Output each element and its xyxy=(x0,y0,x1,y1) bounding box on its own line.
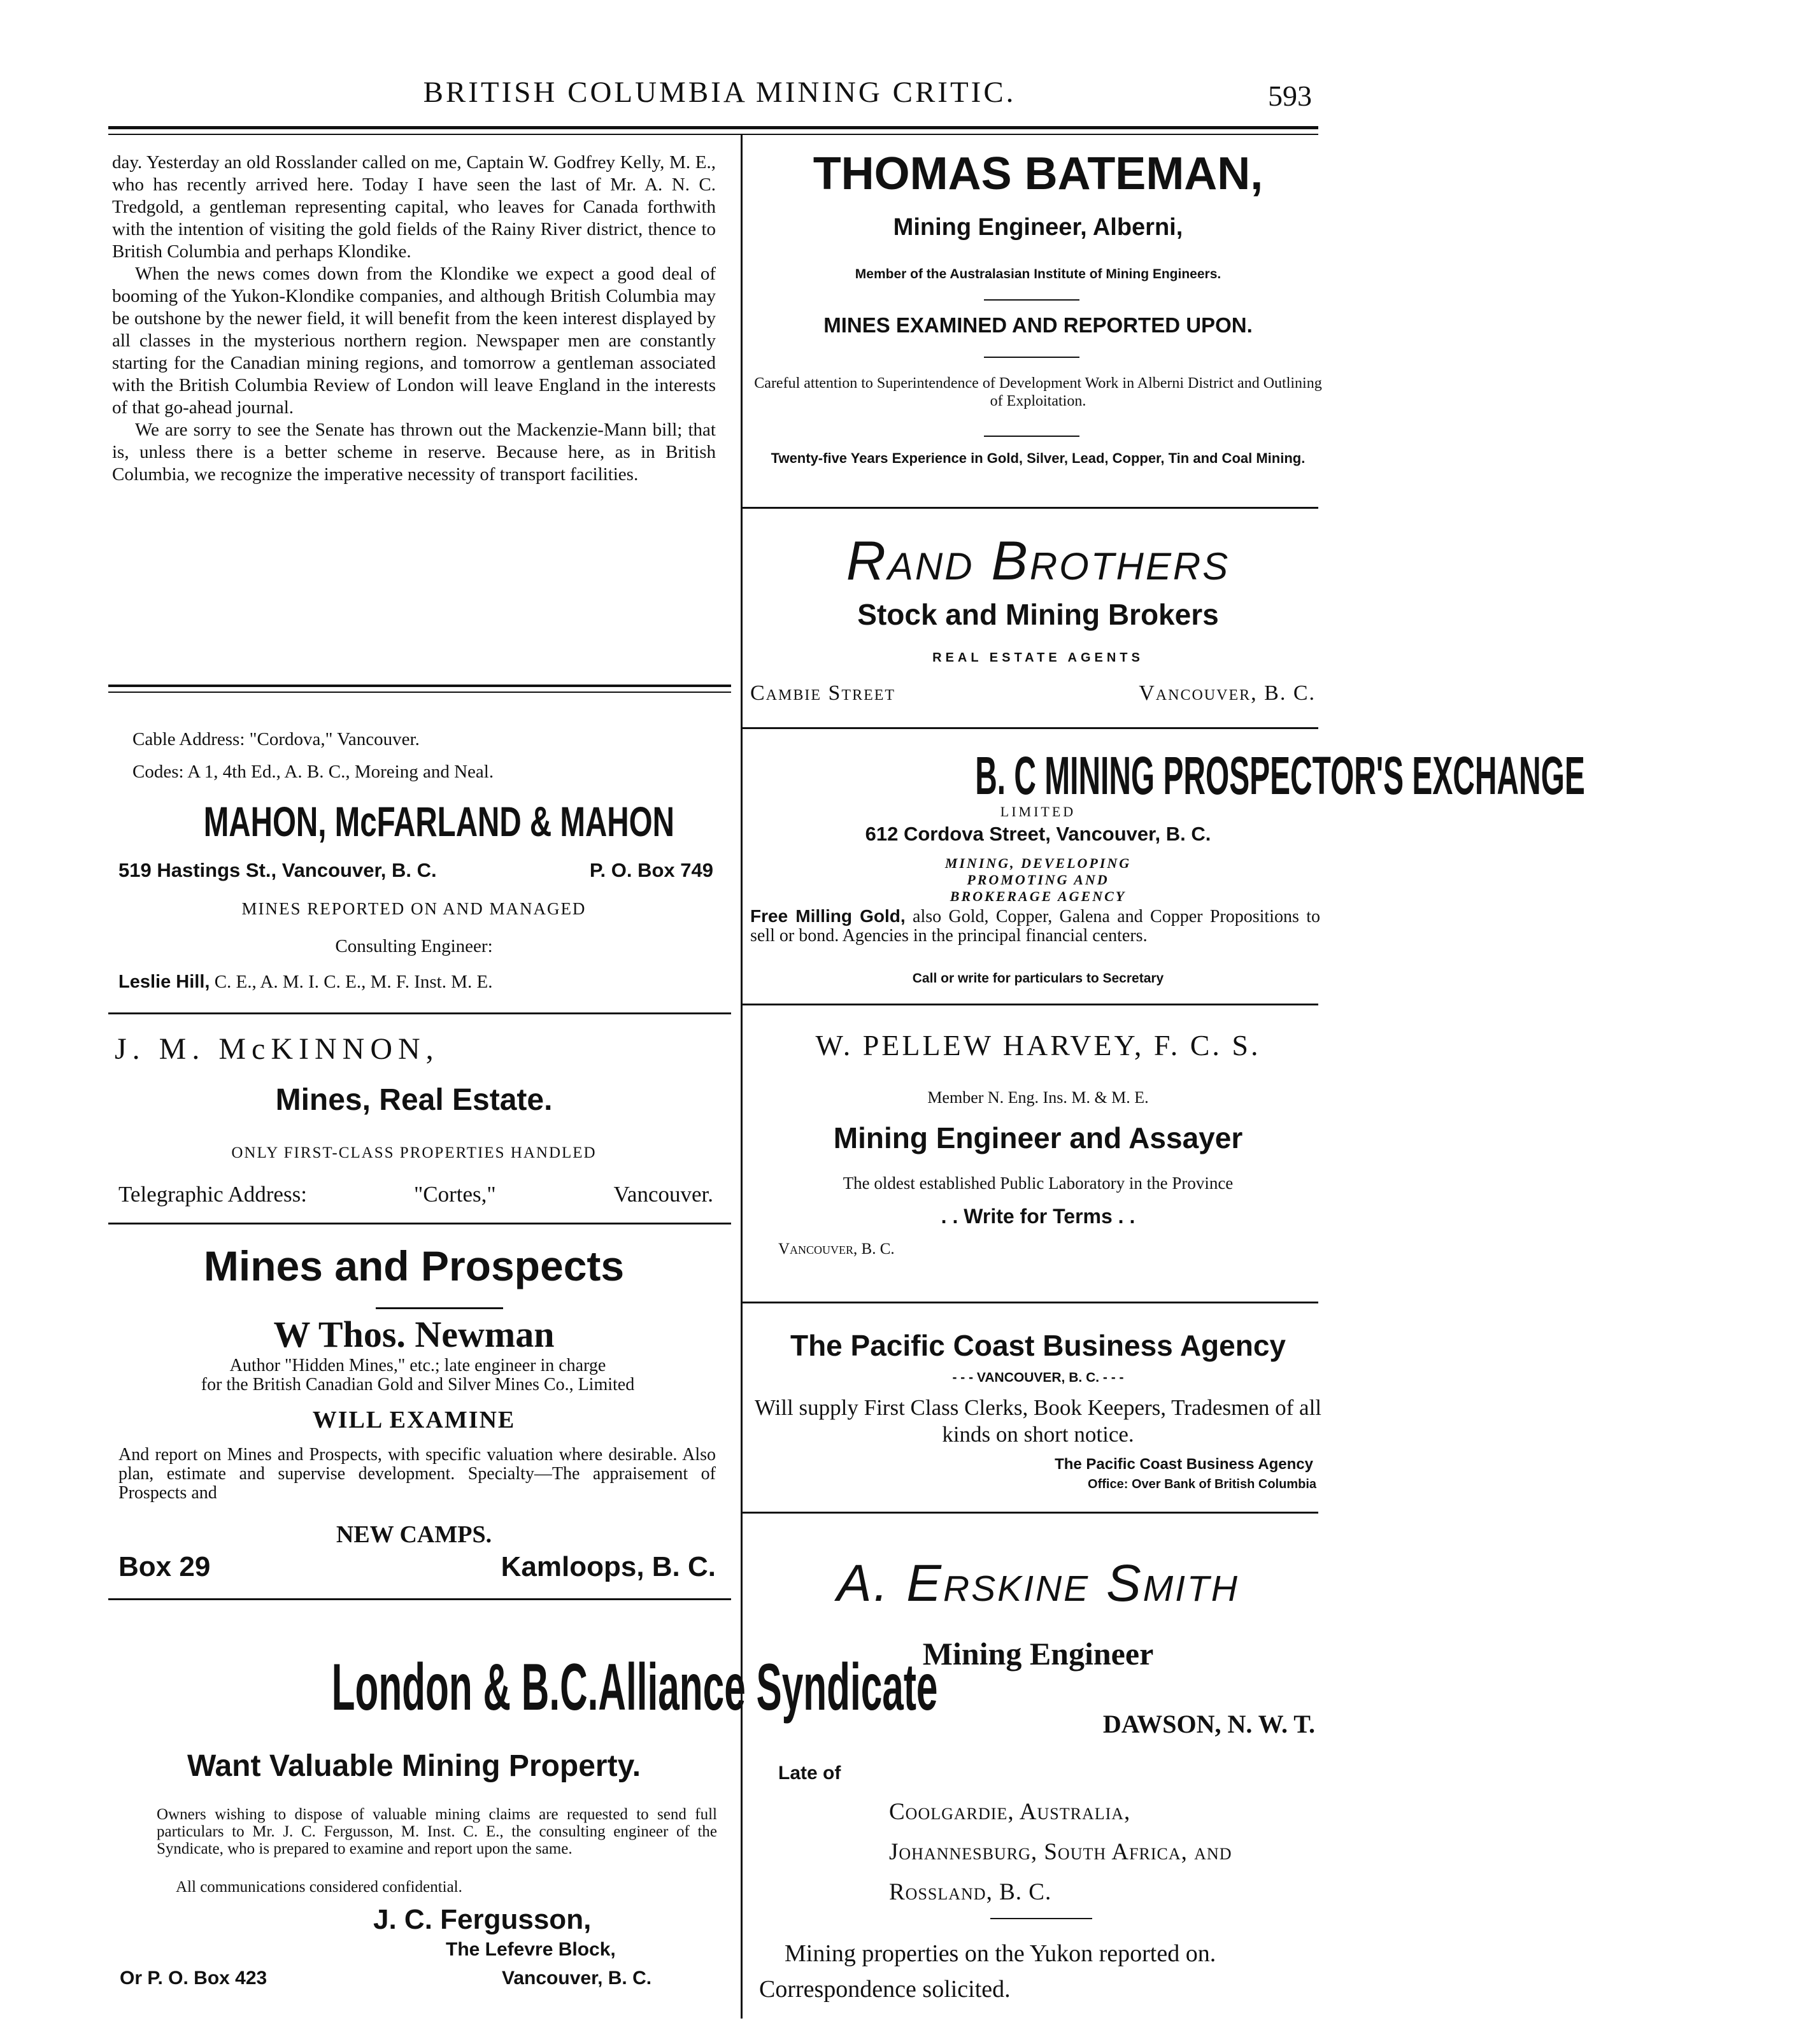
london-title xyxy=(112,1649,938,1726)
smith-place: Johannesburg, South Africa, and xyxy=(889,1839,1232,1865)
exchange-free xyxy=(750,907,1320,946)
london-body: Owners wishing to dispose of valuable mining claims are requested to send full particulars to Mr. J. C. Fergusson, M. Inst. C. E., the consulting engineer of the Syndicate, who is prepared to examine and report upon the same. xyxy=(157,1806,717,1857)
mahon-engineer-name: Leslie Hill, xyxy=(118,972,210,992)
london-city: Vancouver, B. C. xyxy=(502,1968,652,1989)
mahon-firm-name xyxy=(112,797,716,848)
pacific-city: - - - VANCOUVER, B. C. - - - xyxy=(952,1370,1124,1385)
bateman-end-rule xyxy=(743,507,1318,509)
mahon-po-box: P. O. Box 749 xyxy=(589,859,713,881)
london-signature: J. C. Fergusson, xyxy=(373,1904,592,1935)
exchange-end-rule xyxy=(743,1004,1318,1005)
exchange-free-rest: also Gold, Copper, Galena and Copper Propositions to sell or bond. Agencies in the principal financial centers. xyxy=(750,907,1321,946)
pacific-footer-name: The Pacific Coast Business Agency xyxy=(1055,1456,1313,1473)
newman-heading: Mines and Prospects xyxy=(203,1242,625,1289)
newman-city: Kamloops, B. C. xyxy=(501,1551,716,1582)
bateman-experience: Twenty-five Years Experience in Gold, Silver, Lead, Copper, Tin and Coal Mining. xyxy=(771,450,1306,466)
column-divider xyxy=(741,135,743,2019)
bateman-title: Mining Engineer, Alberni, xyxy=(893,214,1183,241)
smith-yukon: Mining properties on the Yukon reported on. xyxy=(785,1940,1216,1967)
bateman-rule-3 xyxy=(984,436,1079,437)
exchange-roles xyxy=(751,855,1325,905)
harvey-name: W. PELLEW HARVEY, F. C. S. xyxy=(815,1029,1261,1061)
exchange-limited: LIMITED xyxy=(1000,804,1076,820)
newman-body: And report on Mines and Prospects, with specific valuation where desirable. Also plan, estimate and supervise development. Specialty—The appraisement of Prospects and xyxy=(118,1445,716,1503)
smith-place: Rossland, B. C. xyxy=(889,1879,1052,1905)
newman-author-line: Author "Hidden Mines," etc.; late engineer in charge xyxy=(229,1356,606,1375)
bateman-member: Member of the Australasian Institute of Mining Engineers. xyxy=(855,267,1221,281)
rand-business: Stock and Mining Brokers xyxy=(857,598,1219,631)
rand-city: Vancouver, B. C. xyxy=(1139,681,1316,705)
exchange-role: MINING, DEVELOPING xyxy=(944,855,1132,871)
running-title: BRITISH COLUMBIA MINING CRITIC. xyxy=(423,76,1016,109)
article-end-rule-1 xyxy=(108,685,731,687)
exchange-address: 612 Cordova Street, Vancouver, B. C. xyxy=(865,823,1211,845)
bateman-rule-1 xyxy=(984,299,1079,301)
smith-place: Coolgardie, Australia, xyxy=(889,1799,1131,1825)
london-confidential: All communications considered confidential. xyxy=(176,1878,462,1896)
pacific-name: The Pacific Coast Business Agency xyxy=(790,1329,1286,1362)
newman-heading-rule xyxy=(376,1307,503,1309)
mahon-role: Consulting Engineer: xyxy=(335,936,493,956)
article-end-rule-2 xyxy=(108,692,731,693)
page-number: 593 xyxy=(1268,80,1312,112)
harvey-write: . . Write for Terms . . xyxy=(941,1205,1135,1228)
mckinnon-telegraphic-label: Telegraphic Address: xyxy=(118,1182,307,1207)
bateman-examined: MINES EXAMINED AND REPORTED UPON. xyxy=(823,313,1253,337)
mahon-service: MINES REPORTED ON AND MANAGED xyxy=(241,899,587,918)
newman-new-camps: NEW CAMPS. xyxy=(336,1521,492,1548)
bateman-rule-2 xyxy=(984,357,1079,358)
smith-title: Mining Engineer xyxy=(922,1636,1154,1671)
london-po-box: Or P. O. Box 423 xyxy=(120,1968,267,1989)
rand-real-estate: REAL ESTATE AGENTS xyxy=(932,651,1144,665)
newman-author-line: for the British Canadian Gold and Silver Mines Co., Limited xyxy=(201,1375,635,1395)
smith-name: A. Erskine Smith xyxy=(837,1554,1239,1612)
mckinnon-name: J. M. McKINNON, xyxy=(115,1032,439,1066)
article-paragraph: When the news comes down from the Klondike we expect a good deal of booming of the Yukon-Klondike companies, and although British Columbia may be outshone by the newer field, it will benefit from the keen interest displayed by all classes in the mysterious northern region. Newspaper men are constantly starting for the Canadian mining regions, and tomorrow a gentleman associated with the British Columbia Review of London will leave England in the interests of that go-ahead journal. xyxy=(112,264,716,418)
bateman-name: THOMAS BATEMAN, xyxy=(813,148,1263,199)
smith-late-of: Late of xyxy=(778,1763,841,1784)
mahon-engineer xyxy=(118,972,717,993)
exchange-role: BROKERAGE AGENCY xyxy=(950,888,1127,904)
mckinnon-line: Mines, Real Estate. xyxy=(275,1083,553,1117)
header-rule-top xyxy=(108,126,1318,129)
rand-street: Cambie Street xyxy=(750,681,896,705)
header-rule-bottom xyxy=(108,134,1318,135)
article-paragraph: We are sorry to see the Senate has thrown out the Mackenzie-Mann bill; that is, unless there is a better scheme in reserve. Because here, as in British Columbia, we recognize the imperative necessity of transport facilities. xyxy=(112,420,716,485)
mckinnon-note: ONLY FIRST-CLASS PROPERTIES HANDLED xyxy=(231,1144,597,1161)
mahon-end-rule xyxy=(108,1012,731,1014)
newman-end-rule xyxy=(108,1598,731,1600)
mckinnon-telegraphic-city: Vancouver. xyxy=(613,1182,713,1207)
london-want: Want Valuable Mining Property. xyxy=(187,1749,641,1783)
article-paragraph: day. Yesterday an old Rosslander called on me, Captain W. Godfrey Kelly, M. E., who has recently arrived here. Today I have seen the last of Mr. A. N. C. Tredgold, a gentleman representing capital, who leaves for Canada forthwith with the intention of visiting the gold fields of the Rainy River district, thence to British Columbia and perhaps Klondike. xyxy=(112,152,716,262)
pacific-office: Office: Over Bank of British Columbia xyxy=(1088,1477,1316,1491)
smith-divider-rule xyxy=(990,1918,1092,1919)
london-block: The Lefevre Block, xyxy=(446,1939,616,1960)
smith-places xyxy=(889,1792,1322,1912)
exchange-role: PROMOTING AND xyxy=(967,872,1109,888)
bateman-careful: Careful attention to Superintendence of Development Work in Alberni District and Outlining of Exploitation. xyxy=(754,375,1322,409)
article-text xyxy=(112,152,716,486)
london-title-text: London & B.C.Alliance Syndicate xyxy=(331,1650,938,1724)
harvey-city: Vancouver, B. C. xyxy=(778,1240,895,1258)
mahon-firm-name-text: MAHON, McFARLAND & MAHON xyxy=(203,798,674,845)
mckinnon-telegraphic-value: "Cortes," xyxy=(414,1182,496,1207)
mahon-address: 519 Hastings St., Vancouver, B. C. xyxy=(118,859,437,881)
smith-location: DAWSON, N. W. T. xyxy=(1102,1710,1315,1738)
harvey-title: Mining Engineer and Assayer xyxy=(833,1121,1243,1154)
newman-name: W Thos. Newman xyxy=(273,1314,555,1355)
rand-name: Rand Brothers xyxy=(846,530,1230,592)
exchange-free-lead: Free Milling Gold, xyxy=(750,906,906,926)
mckinnon-end-rule xyxy=(108,1223,731,1224)
mahon-codes: Codes: A 1, 4th Ed., A. B. C., Moreing and Neal. xyxy=(132,762,494,782)
harvey-end-rule xyxy=(743,1302,1318,1303)
newman-author xyxy=(118,1356,717,1395)
rand-end-rule xyxy=(743,727,1318,729)
mahon-engineer-quals: C. E., A. M. I. C. E., M. F. Inst. M. E. xyxy=(214,972,493,992)
pacific-supply: Will supply First Class Clerks, Book Keepers, Tradesmen of all kinds on short notice. xyxy=(754,1395,1322,1447)
pacific-end-rule xyxy=(743,1512,1318,1514)
exchange-title xyxy=(745,745,1585,806)
smith-correspondence: Correspondence solicited. xyxy=(759,1976,1011,2003)
newman-box: Box 29 xyxy=(118,1551,211,1582)
exchange-call: Call or write for particulars to Secretary xyxy=(912,971,1164,986)
harvey-oldest: The oldest established Public Laboratory in the Province xyxy=(843,1174,1234,1193)
mahon-cable: Cable Address: "Cordova," Vancouver. xyxy=(132,729,420,749)
harvey-member: Member N. Eng. Ins. M. & M. E. xyxy=(927,1088,1149,1107)
newman-will-examine: WILL EXAMINE xyxy=(312,1407,516,1433)
exchange-title-text: B. C MINING PROSPECTOR'S EXCHANGE xyxy=(975,746,1585,806)
